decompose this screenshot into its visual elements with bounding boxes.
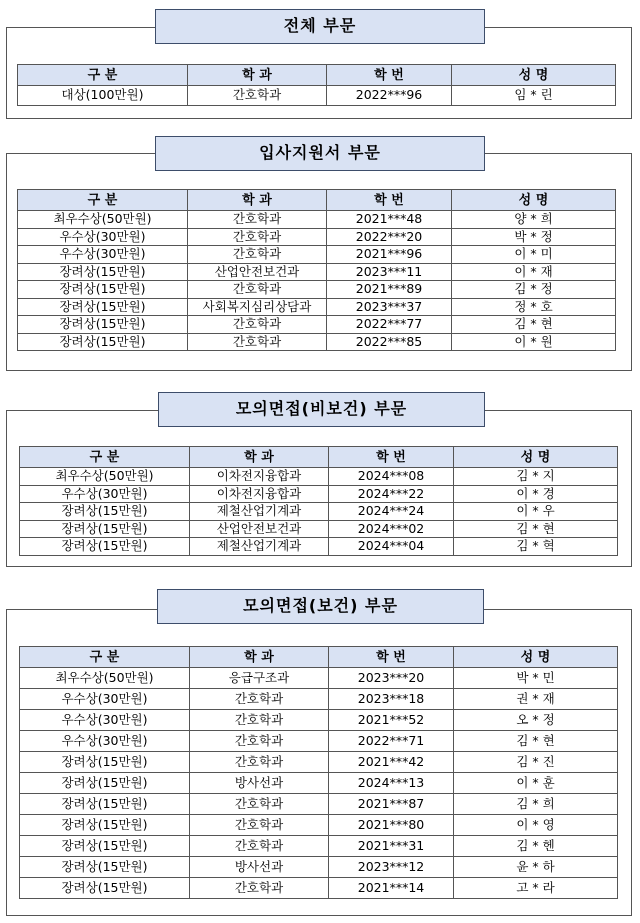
- award-cell: 장려상(15만원): [18, 298, 188, 316]
- header-student-id: 학 번: [329, 447, 454, 468]
- header-department: 학 과: [188, 190, 327, 211]
- department-cell: 제철산업기계과: [190, 538, 329, 556]
- name-cell: 이 * 영: [454, 815, 618, 836]
- award-cell: 장려상(15만원): [20, 836, 190, 857]
- name-cell: 김 * 희: [454, 794, 618, 815]
- award-cell: 장려상(15만원): [18, 316, 188, 334]
- award-cell: 장려상(15만원): [20, 773, 190, 794]
- section-title: 전체 부문: [155, 9, 485, 44]
- table-row: [20, 836, 618, 857]
- header-department: 학 과: [190, 447, 329, 468]
- department-cell: 이차전지융합과: [190, 468, 329, 486]
- name-cell: 양 * 희: [452, 211, 616, 229]
- department-cell: 간호학과: [190, 815, 329, 836]
- table-row: [20, 773, 618, 794]
- award-cell: 우수상(30만원): [20, 710, 190, 731]
- award-cell: 우수상(30만원): [20, 731, 190, 752]
- name-cell: 김 * 현: [454, 520, 618, 538]
- header-name: 성 명: [454, 647, 618, 668]
- student-id-cell: 2021***96: [327, 246, 452, 264]
- student-id-cell: 2021***42: [329, 752, 454, 773]
- student-id-cell: 2022***85: [327, 333, 452, 351]
- name-cell: 김 * 헨: [454, 836, 618, 857]
- header-department: 학 과: [188, 65, 327, 86]
- department-cell: 산업안전보건과: [190, 520, 329, 538]
- name-cell: 박 * 민: [454, 668, 618, 689]
- name-cell: 박 * 정: [452, 228, 616, 246]
- student-id-cell: 2021***89: [327, 281, 452, 299]
- section-title: 모의면접(보건) 부문: [157, 589, 484, 624]
- header-name: 성 명: [454, 447, 618, 468]
- department-cell: 간호학과: [190, 752, 329, 773]
- section-title: 입사지원서 부문: [155, 136, 485, 171]
- header-name: 성 명: [452, 190, 616, 211]
- student-id-cell: 2023***12: [329, 857, 454, 878]
- name-cell: 이 * 훈: [454, 773, 618, 794]
- name-cell: 이 * 미: [452, 246, 616, 264]
- student-id-cell: 2023***11: [327, 263, 452, 281]
- header-category: 구 분: [18, 65, 188, 86]
- name-cell: 고 * 라: [454, 878, 618, 899]
- award-cell: 우수상(30만원): [20, 689, 190, 710]
- table-row: [20, 815, 618, 836]
- award-cell: 장려상(15만원): [18, 333, 188, 351]
- student-id-cell: 2021***31: [329, 836, 454, 857]
- award-cell: 최우수상(50만원): [20, 468, 190, 486]
- header-student-id: 학 번: [327, 190, 452, 211]
- student-id-cell: 2022***77: [327, 316, 452, 334]
- name-cell: 이 * 경: [454, 485, 618, 503]
- department-cell: 산업안전보건과: [188, 263, 327, 281]
- department-cell: 응급구조과: [190, 668, 329, 689]
- header-category: 구 분: [18, 190, 188, 211]
- name-cell: 이 * 원: [452, 333, 616, 351]
- department-cell: 간호학과: [190, 878, 329, 899]
- department-cell: 간호학과: [188, 211, 327, 229]
- award-cell: 장려상(15만원): [20, 538, 190, 556]
- department-cell: 제철산업기계과: [190, 503, 329, 521]
- name-cell: 김 * 정: [452, 281, 616, 299]
- award-cell: 장려상(15만원): [20, 878, 190, 899]
- header-category: 구 분: [20, 647, 190, 668]
- department-cell: 간호학과: [190, 794, 329, 815]
- department-cell: 간호학과: [190, 731, 329, 752]
- table-row: [20, 878, 618, 899]
- student-id-cell: 2023***18: [329, 689, 454, 710]
- department-cell: 간호학과: [190, 836, 329, 857]
- department-cell: 방사선과: [190, 773, 329, 794]
- student-id-cell: 2024***08: [329, 468, 454, 486]
- student-id-cell: 2021***14: [329, 878, 454, 899]
- header-student-id: 학 번: [329, 647, 454, 668]
- name-cell: 김 * 지: [454, 468, 618, 486]
- student-id-cell: 2021***48: [327, 211, 452, 229]
- department-cell: 이차전지융합과: [190, 485, 329, 503]
- award-cell: 우수상(30만원): [18, 228, 188, 246]
- student-id-cell: 2024***02: [329, 520, 454, 538]
- student-id-cell: 2021***52: [329, 710, 454, 731]
- table-row: [20, 794, 618, 815]
- department-cell: 간호학과: [190, 689, 329, 710]
- header-name: 성 명: [452, 65, 616, 86]
- student-id-cell: 2022***71: [329, 731, 454, 752]
- department-cell: 간호학과: [188, 281, 327, 299]
- name-cell: 오 * 정: [454, 710, 618, 731]
- department-cell: 사회복지심리상담과: [188, 298, 327, 316]
- award-cell: 장려상(15만원): [20, 857, 190, 878]
- award-cell: 대상(100만원): [18, 86, 188, 106]
- student-id-cell: 2024***22: [329, 485, 454, 503]
- award-cell: 최우수상(50만원): [18, 211, 188, 229]
- student-id-cell: 2022***96: [327, 86, 452, 106]
- award-cell: 최우수상(50만원): [20, 668, 190, 689]
- name-cell: 김 * 현: [454, 731, 618, 752]
- department-cell: 간호학과: [188, 86, 327, 106]
- name-cell: 이 * 재: [452, 263, 616, 281]
- student-id-cell: 2024***04: [329, 538, 454, 556]
- student-id-cell: 2024***13: [329, 773, 454, 794]
- student-id-cell: 2021***87: [329, 794, 454, 815]
- table-row: [20, 668, 618, 689]
- name-cell: 김 * 혁: [454, 538, 618, 556]
- table-row: [20, 752, 618, 773]
- award-cell: 장려상(15만원): [20, 794, 190, 815]
- awards-table: [19, 646, 618, 899]
- header-category: 구 분: [20, 447, 190, 468]
- department-cell: 간호학과: [188, 228, 327, 246]
- name-cell: 김 * 현: [452, 316, 616, 334]
- student-id-cell: 2022***20: [327, 228, 452, 246]
- award-cell: 우수상(30만원): [20, 485, 190, 503]
- table-row: [20, 857, 618, 878]
- department-cell: 간호학과: [188, 246, 327, 264]
- student-id-cell: 2023***20: [329, 668, 454, 689]
- award-cell: 장려상(15만원): [20, 752, 190, 773]
- table-row: [20, 731, 618, 752]
- name-cell: 김 * 진: [454, 752, 618, 773]
- department-cell: 간호학과: [188, 333, 327, 351]
- award-cell: 장려상(15만원): [18, 281, 188, 299]
- award-cell: 장려상(15만원): [20, 815, 190, 836]
- award-cell: 우수상(30만원): [18, 246, 188, 264]
- department-cell: 간호학과: [190, 710, 329, 731]
- name-cell: 권 * 재: [454, 689, 618, 710]
- department-cell: 간호학과: [188, 316, 327, 334]
- student-id-cell: 2023***37: [327, 298, 452, 316]
- table-header-row: [20, 647, 618, 668]
- student-id-cell: 2021***80: [329, 815, 454, 836]
- header-department: 학 과: [190, 647, 329, 668]
- name-cell: 윤 * 하: [454, 857, 618, 878]
- name-cell: 정 * 호: [452, 298, 616, 316]
- award-cell: 장려상(15만원): [20, 520, 190, 538]
- table-row: [20, 689, 618, 710]
- name-cell: 이 * 우: [454, 503, 618, 521]
- student-id-cell: 2024***24: [329, 503, 454, 521]
- section-title: 모의면접(비보건) 부문: [158, 392, 485, 427]
- name-cell: 임 * 린: [452, 86, 616, 106]
- department-cell: 방사선과: [190, 857, 329, 878]
- header-student-id: 학 번: [327, 65, 452, 86]
- award-cell: 장려상(15만원): [20, 503, 190, 521]
- award-cell: 장려상(15만원): [18, 263, 188, 281]
- table-row: [20, 710, 618, 731]
